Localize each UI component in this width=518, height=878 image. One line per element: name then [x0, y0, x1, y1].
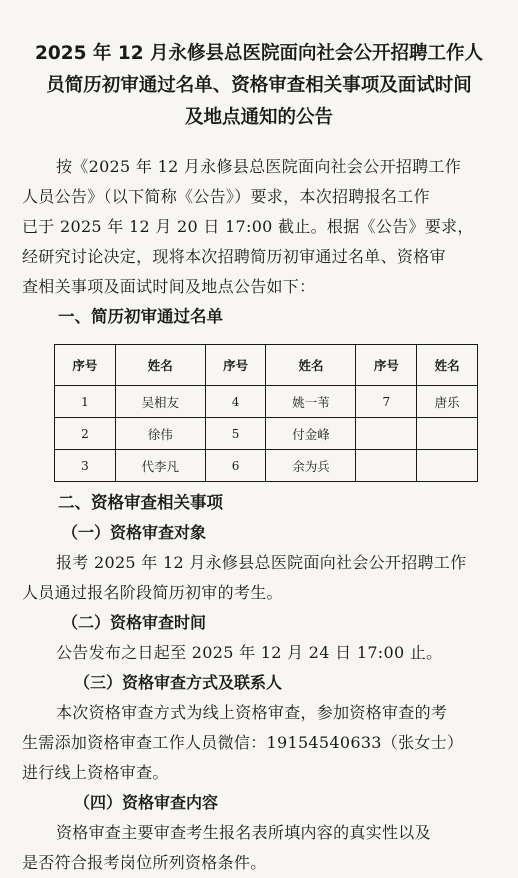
- table-cell: [417, 418, 478, 450]
- subsection-heading: （三）资格审查方式及联系人: [74, 673, 283, 692]
- table-cell: 余为兵: [266, 450, 356, 482]
- table-cell: 1: [55, 386, 116, 418]
- column-header: 姓名: [417, 345, 478, 386]
- text-line: 生需添加资格审查工作人员微信：19154540633（张女士）: [22, 733, 464, 752]
- text-line: 报考 2025 年 12 月永修县总医院面向社会公开招聘工作: [56, 553, 467, 572]
- table-cell: 2: [55, 418, 116, 450]
- text-line: 按《2025 年 12 月永修县总医院面向社会公开招聘工作: [56, 157, 462, 176]
- text-line: 进行线上资格审查。: [22, 763, 169, 782]
- text-line: 公告发布之日起至 2025 年 12 月 24 日 17:00 止。: [56, 643, 443, 662]
- table-cell: [417, 450, 478, 482]
- table-cell: 6: [205, 450, 266, 482]
- table-cell: 姚一苇: [266, 386, 356, 418]
- approved-candidates-table: [54, 344, 478, 482]
- column-header: 姓名: [266, 345, 356, 386]
- table-row: [55, 386, 478, 418]
- title-line: 及地点通知的公告: [184, 107, 333, 128]
- text-line: 已于 2025 年 12 月 20 日 17:00 截止。根据《公告》要求，: [22, 217, 474, 236]
- intro-paragraph: [22, 152, 496, 302]
- text-line: 人员公告》（以下简称《公告》）要求，本次招聘报名工作: [22, 187, 430, 206]
- section-heading: 一、简历初审通过名单: [58, 307, 223, 326]
- subsection-paragraph: [22, 698, 496, 788]
- title-line: 员简历初审通过名单、资格审查相关事项及面试时间: [46, 75, 472, 96]
- subsection-heading: （四）资格审查内容: [74, 793, 219, 812]
- section-heading: 二、资格审查相关事项: [58, 493, 223, 512]
- table-cell: 代李凡: [115, 450, 205, 482]
- table-cell: [356, 418, 417, 450]
- table-cell: 唐乐: [417, 386, 478, 418]
- table-cell: 徐伟: [115, 418, 205, 450]
- document-title: [22, 0, 496, 134]
- table-row: [55, 418, 478, 450]
- table-cell: 3: [55, 450, 116, 482]
- table-cell: [356, 450, 417, 482]
- table-row: [55, 450, 478, 482]
- table-cell: 付金峰: [266, 418, 356, 450]
- subsection-paragraph: [22, 818, 496, 878]
- text-line: 本次资格审查方式为线上资格审查，参加资格审查的考: [56, 703, 448, 722]
- subsection-paragraph: [22, 638, 496, 668]
- text-line: 查相关事项及面试时间及地点公告如下：: [22, 277, 316, 296]
- title-line: 2025 年 12 月永修县总医院面向社会公开招聘工作人: [34, 43, 484, 64]
- text-line: 资格审查主要审查考生报名表所填内容的真实性以及: [56, 823, 431, 842]
- table-header-row: [55, 345, 478, 386]
- table-cell: 5: [205, 418, 266, 450]
- text-line: 人员通过报名阶段简历初审的考生。: [22, 583, 283, 602]
- table-cell: 吴相友: [115, 386, 205, 418]
- table-cell: 4: [205, 386, 266, 418]
- column-header: 序号: [205, 345, 266, 386]
- text-line: 经研究讨论决定，现将本次招聘简历初审通过名单、资格审: [22, 247, 446, 266]
- column-header: 序号: [55, 345, 116, 386]
- subsection-paragraph: [22, 548, 496, 608]
- subsection-heading: （一）资格审查对象: [62, 523, 207, 542]
- column-header: 姓名: [115, 345, 205, 386]
- text-line: 是否符合报考岗位所列资格条件。: [22, 853, 267, 872]
- subsection-heading: （二）资格审查时间: [62, 613, 207, 632]
- table-cell: 7: [356, 386, 417, 418]
- column-header: 序号: [356, 345, 417, 386]
